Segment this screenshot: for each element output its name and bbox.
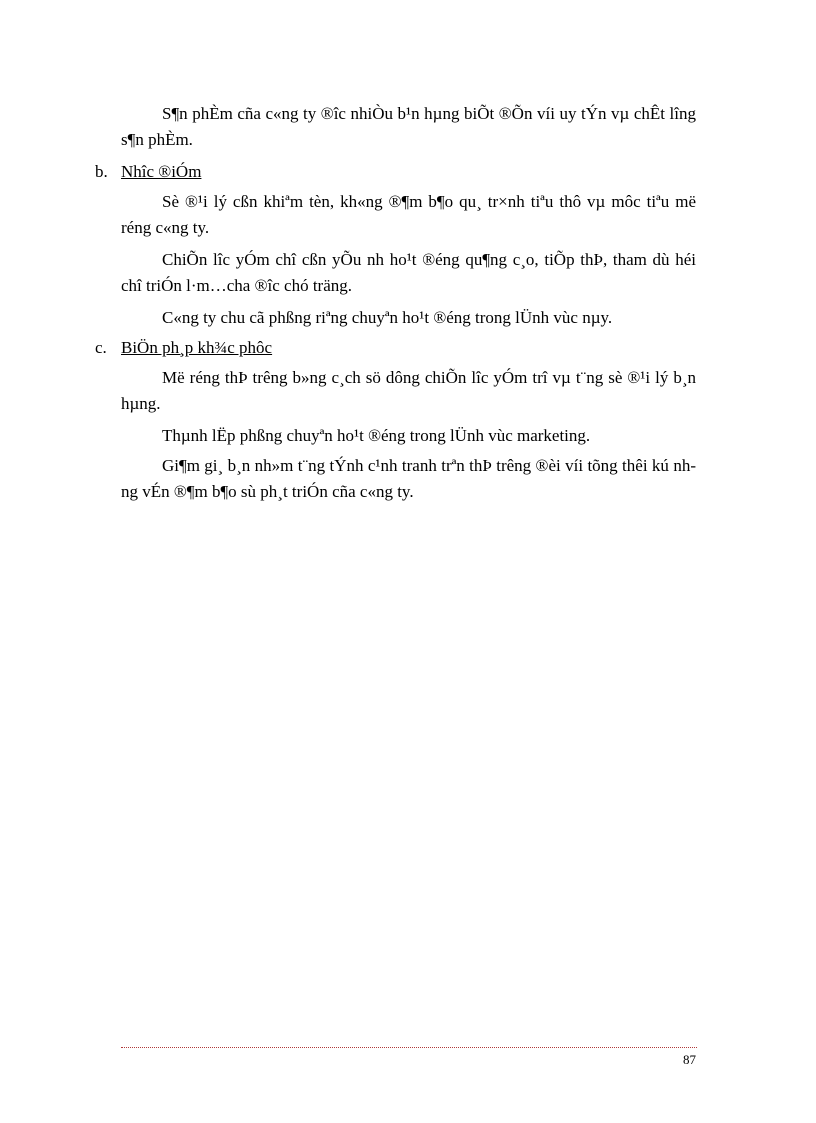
section-title-weaknesses: Nhîc ®iÓm [121, 162, 202, 181]
page-number: 87 [683, 1052, 696, 1067]
footer-divider [121, 1047, 697, 1048]
paragraph-marketing-department: Thµnh lËp phßng chuyªn ho¹t ®éng trong lÜnh vùc marketing. [162, 426, 591, 445]
section-marker-b: b. [95, 162, 108, 181]
paragraph-promotion-weak: ChiÕn lîc yÓm chî cßn yÕu nh ho¹t ®éng qu¶ng c¸o, tiÕp thÞ, tham dù héi chî triÓn l·m…cha ®îc chó träng. [121, 250, 696, 295]
paragraph-product-reputation: S¶n phÈm cña c«ng ty ®îc nhiÒu b¹n hµng biÕt ®Õn víi uy tÝn vµ chÊt lîng s¶n phÈm. [121, 104, 696, 149]
section-heading-remedies [95, 335, 272, 361]
paragraph-expand-market: Më réng thÞ trêng b»ng c¸ch sö dông chiÕn lîc yÓm trî vµ t¨ng sè ®¹i lý b¸n hµng. [121, 368, 696, 413]
section-title-remedies: BiÖn ph¸p kh¾c phôc [121, 338, 273, 357]
paragraph-agents-limited: Sè ®¹i lý cßn khiªm tèn, kh«ng ®¶m b¶o qu¸ tr×nh tiªu thô vµ môc tiªu më réng c«ng ty. [121, 192, 696, 237]
section-marker-c: c. [95, 338, 107, 357]
paragraph-no-department: C«ng ty chu cã phßng riªng chuyªn ho¹t ®éng trong lÜnh vùc nµy. [162, 308, 613, 327]
section-heading-weaknesses [95, 159, 201, 185]
paragraph-reduce-price: Gi¶m gi¸ b¸n nh»m t¨ng tÝnh c¹nh tranh trªn thÞ trêng ®èi víi tõng thêi kú nhng vÉn ®¶m b¶o sù ph¸t triÓn cña c«ng ty. [121, 456, 696, 501]
